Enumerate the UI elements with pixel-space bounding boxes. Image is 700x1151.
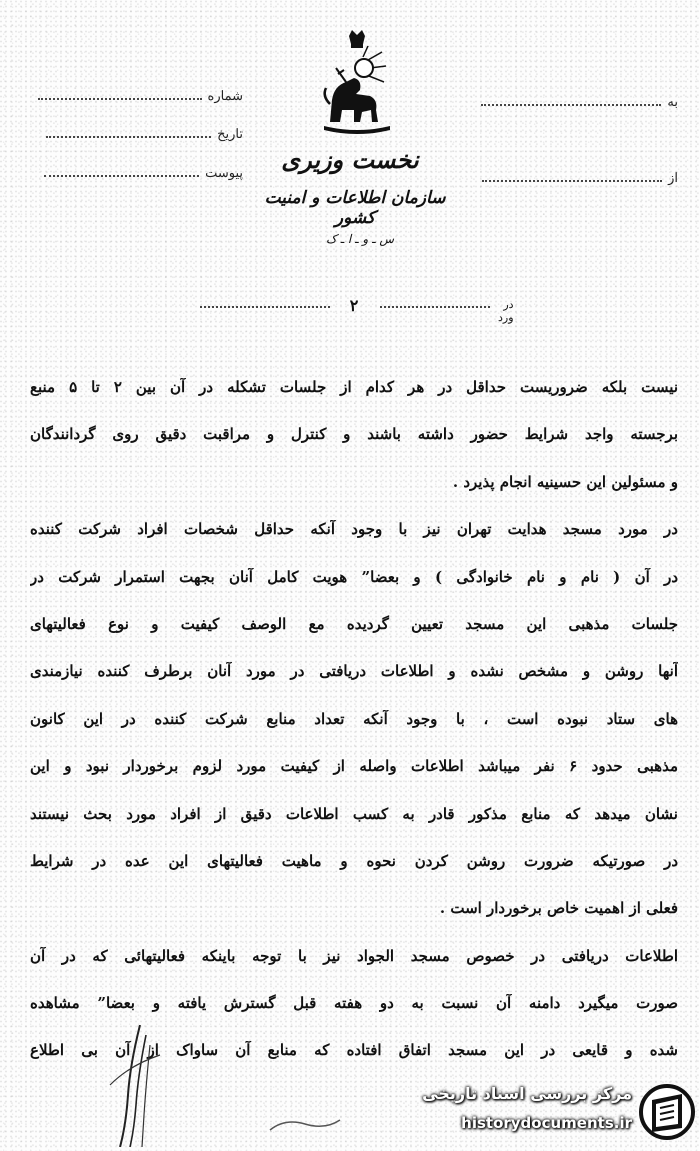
body-line: جلسات مذهبی این مسجد تعیین گردیده مع الوصف کیفیت و نوع فعالیتهای (30, 614, 678, 633)
date-label: تاریخ (217, 127, 243, 142)
page-marker (200, 296, 514, 324)
to-label: به (667, 95, 678, 110)
body-line: مذهبی حدود ۶ نفر میباشد اطلاعات واصله از کیفیت مورد لزوم برخوردار نبود و این (30, 757, 678, 776)
body-line: در آن ( نام و نام خانوادگی ) و بعضا” هویت کامل آنان بجهت استمرار شرکت در (30, 567, 678, 586)
body-line: در صورتیکه ضرورت روشن کردن نحوه و ماهیت فعالیتهای این عده در شرایط (30, 851, 678, 870)
body-line: آنها روشن و مشخص نشده و اطلاعات دریافتی در مورد آنان برطرف کننده نیازمندی (30, 662, 678, 681)
attachment-field (38, 165, 243, 181)
archive-watermark (400, 1078, 700, 1147)
body-line: نیست بلکه ضروریست حداقل در هر کدام از جلسات تشکله در آن بین ۲ تا ۵ منبع (30, 378, 678, 396)
history-documents-logo-icon (638, 1080, 696, 1144)
body-line: صورت میگیرد دامنه آن نسبت به دو هفته قبل گسترش یافته و بعضا” مشاهده (30, 994, 678, 1013)
body-line: اطلاعات دریافتی در خصوص مسجد الجواد نیز با توجه باینکه فعالیتهائی که در آن (30, 946, 678, 965)
page-marker-label: در ورد (498, 298, 514, 324)
watermark-title: مرکز بررسی اسناد تاریخی (422, 1084, 632, 1103)
page-marker-dots-left (200, 306, 330, 308)
letter-body (30, 378, 678, 1089)
page-marker-dots-right (380, 306, 490, 308)
body-line: شده و قایعی در این مسجد اتفاق افتاده که منابع آن ساواک از آن بی اطلاع (30, 1041, 678, 1060)
number-field (38, 88, 243, 104)
body-line: و مسئولین این حسینیه انجام پذیرد . (452, 472, 678, 491)
office-subtitle: سازمان اطلاعات و امنیت کشور (264, 188, 446, 228)
date-field (38, 126, 243, 142)
attachment-label: پیوست (205, 166, 243, 181)
lion-and-sun-emblem-icon (316, 30, 398, 140)
from-field (478, 170, 678, 186)
body-line: فعلی از اهمیت خاص برخوردار است . (439, 899, 678, 918)
handwritten-signature (100, 1025, 220, 1147)
to-blank (481, 94, 661, 106)
body-line: در مورد مسجد هدایت تهران نیز با وجود آنکه حداقل شخصات افراد شرکت کننده (30, 520, 678, 539)
body-line: نشان میدهد که منابع مذکور قادر به کسب اطلاعات دقیق از افراد مورد بحث نیستند (30, 804, 678, 823)
watermark-url: historydocuments.ir (461, 1114, 632, 1132)
ink-mark (265, 1110, 345, 1140)
from-label: از (668, 171, 678, 186)
from-blank (482, 170, 662, 182)
body-line: برجسته واجد شرایط حضور داشته باشند و کنترل و مراقبت دقیق روی گردانندگان (30, 425, 678, 444)
page-number: ۲ (349, 296, 359, 315)
body-line: های ستاد نبوده است ، با وجود آنکه تعداد منابع شرکت کننده در این کانون (30, 709, 678, 728)
date-blank (46, 126, 211, 138)
number-blank (38, 88, 202, 100)
attachment-blank (44, 165, 199, 177)
office-title: نخست وزیری (281, 145, 419, 174)
to-field (478, 94, 678, 110)
number-label: شماره (207, 89, 243, 104)
office-abbreviation: س ـ و ـ ا ـ ک (326, 232, 394, 246)
